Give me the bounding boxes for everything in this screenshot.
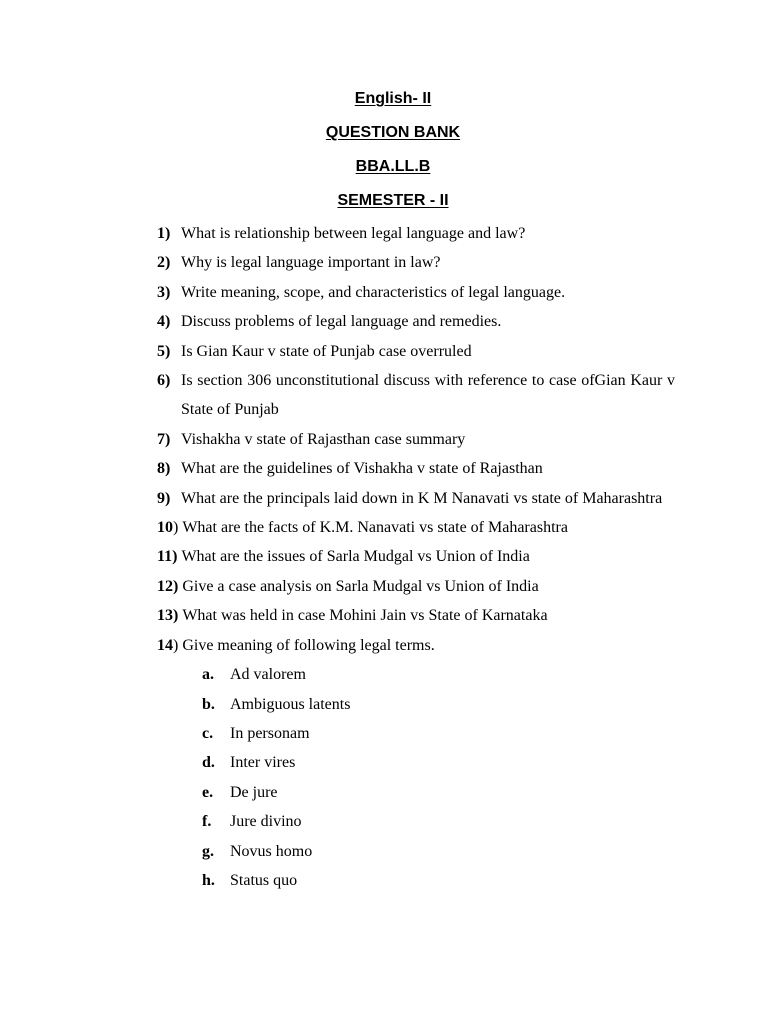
term-text: Novus homo bbox=[230, 842, 313, 860]
question-number: 6) bbox=[157, 372, 171, 390]
question-number-digits: 14 bbox=[157, 636, 173, 654]
term-text: Jure divino bbox=[230, 813, 302, 831]
question-number: 2) bbox=[157, 254, 171, 272]
course-heading: BBA.LL.B bbox=[355, 158, 431, 175]
question-item bbox=[157, 454, 675, 483]
question-item bbox=[157, 601, 675, 630]
term-item bbox=[202, 660, 675, 689]
term-item bbox=[202, 719, 675, 748]
question-number-paren: ) bbox=[173, 636, 179, 654]
question-item bbox=[157, 219, 675, 248]
question-number-digits: 10 bbox=[157, 519, 173, 537]
term-text: Status quo bbox=[230, 871, 298, 889]
question-text: Is Gian Kaur v state of Punjab case overruled bbox=[181, 342, 472, 360]
question-number bbox=[157, 631, 178, 660]
term-letter: g. bbox=[202, 842, 214, 860]
question-item bbox=[157, 631, 675, 660]
term-letter: a. bbox=[202, 666, 214, 684]
term-text: De jure bbox=[230, 783, 278, 801]
question-item bbox=[157, 425, 675, 454]
question-number: 1) bbox=[157, 225, 171, 242]
question-text: Discuss problems of legal language and remedies. bbox=[181, 313, 502, 331]
term-text: Inter vires bbox=[230, 754, 296, 772]
term-text: In personam bbox=[230, 724, 310, 742]
question-text: Write meaning, scope, and characteristics of legal language. bbox=[181, 283, 566, 301]
question-item bbox=[157, 484, 675, 513]
term-item bbox=[202, 807, 675, 836]
term-letter: h. bbox=[202, 871, 215, 889]
term-item bbox=[202, 866, 675, 895]
question-text: Why is legal language important in law? bbox=[181, 254, 441, 272]
question-item bbox=[157, 513, 675, 542]
question-number: 12) bbox=[157, 577, 179, 595]
question-item bbox=[157, 366, 675, 425]
question-number: 11) bbox=[157, 548, 178, 566]
question-text: What are the issues of Sarla Mudgal vs Union of India bbox=[181, 548, 530, 566]
question-item bbox=[157, 278, 675, 307]
term-letter: b. bbox=[202, 695, 215, 713]
term-item bbox=[202, 778, 675, 807]
question-bank-title: QUESTION BANK bbox=[325, 124, 461, 141]
term-item bbox=[202, 748, 675, 777]
question-item bbox=[157, 337, 675, 366]
question-text: What was held in case Mohini Jain vs State of Karnataka bbox=[182, 607, 548, 625]
term-letter: d. bbox=[202, 754, 215, 772]
question-number bbox=[157, 513, 178, 542]
term-text: Ad valorem bbox=[230, 666, 306, 684]
question-item bbox=[157, 572, 675, 601]
question-number: 4) bbox=[157, 313, 171, 331]
document-header bbox=[0, 86, 768, 222]
question-item bbox=[157, 248, 675, 277]
term-letter: e. bbox=[202, 783, 214, 801]
term-item bbox=[202, 690, 675, 719]
question-number-paren: ) bbox=[173, 519, 179, 537]
question-number: 9) bbox=[157, 489, 171, 507]
term-letter: f. bbox=[202, 813, 212, 831]
question-number: 13) bbox=[157, 607, 179, 625]
question-text: Vishakha v state of Rajasthan case summary bbox=[181, 430, 466, 448]
question-text: Give meaning of following legal terms. bbox=[182, 636, 435, 654]
question-number: 5) bbox=[157, 342, 171, 360]
question-list bbox=[157, 219, 675, 895]
question-text: Give a case analysis on Sarla Mudgal vs Union of India bbox=[182, 577, 539, 595]
question-number: 7) bbox=[157, 430, 171, 448]
question-text: What are the facts of K.M. Nanavati vs state of Maharashtra bbox=[182, 519, 568, 537]
question-item bbox=[157, 307, 675, 336]
question-item bbox=[157, 542, 675, 571]
question-text: What are the guidelines of Vishakha v state of Rajasthan bbox=[181, 460, 543, 478]
question-number: 8) bbox=[157, 460, 171, 478]
legal-terms-list bbox=[202, 660, 675, 895]
question-text: What is relationship between legal language and law? bbox=[181, 225, 526, 242]
question-number: 3) bbox=[157, 283, 171, 301]
question-text: What are the principals laid down in K M Nanavati vs state of Maharashtra bbox=[181, 489, 663, 507]
subject-heading: English- II bbox=[354, 90, 432, 107]
semester-heading: SEMESTER - II bbox=[337, 192, 449, 209]
term-text: Ambiguous latents bbox=[230, 695, 351, 713]
term-item bbox=[202, 837, 675, 866]
term-letter: c. bbox=[202, 724, 214, 742]
question-text: Is section 306 unconstitutional discuss with reference to case ofGian Kaur v State of Punjab bbox=[181, 372, 675, 419]
